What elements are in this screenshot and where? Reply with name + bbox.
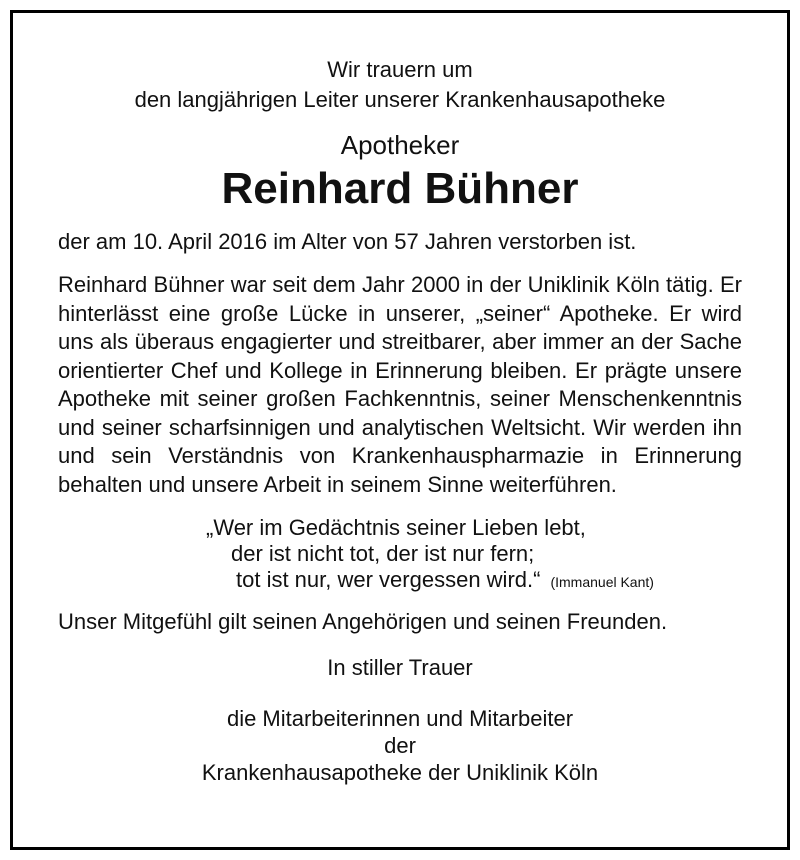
tribute-paragraph: Reinhard Bühner war seit dem Jahr 2000 in der Uniklinik Köln tätig. Er hinterlässt eine große Lücke in unserer, „seiner“ Apotheke. Er wird uns als überaus engagierter und streitbarer, aber immer an der Sache orientierter Chef und Kollege in Erinnerung bleiben. Er prägte unsere Apotheke mit seiner großen Fachkenntnis, seiner Menschenkenntnis und seiner scharfsinnigen und analytischen Weltsicht. Wir werden ihn und sein Verständnis von Krankenhauspharmazie in Erinnerung behalten und unsere Arbeit in seinem Sinne weiterführen. <box>58 272 742 497</box>
deceased-title: Apotheker <box>340 130 460 160</box>
quote-line-1: „Wer im Gedächtnis seiner Lieben lebt, <box>206 515 586 540</box>
obituary-content <box>58 13 742 786</box>
signature <box>58 705 742 786</box>
intro-line-1: Wir trauern um <box>327 57 473 82</box>
mourning-line: In stiller Trauer <box>327 655 473 680</box>
signature-line-2: der <box>384 733 416 758</box>
deceased-name: Reinhard Bühner <box>221 164 579 213</box>
signature-line-3: Krankenhausapotheke der Uniklinik Köln <box>201 760 599 785</box>
intro-line-2: den langjährigen Leiter unserer Krankenhausapotheke <box>134 87 666 112</box>
quote-line-3-wrapper <box>236 567 654 595</box>
intro <box>58 55 742 115</box>
quote-line-3: tot ist nur, wer vergessen wird.“ <box>236 567 541 592</box>
sympathy-line: Unser Mitgefühl gilt seinen Angehörigen und seinen Freunden. <box>58 609 668 634</box>
quote-author: (Immanuel Kant) <box>550 574 654 590</box>
quote-line-2: der ist nicht tot, der ist nur fern; <box>231 541 535 566</box>
obituary-frame <box>10 10 790 850</box>
death-notice-line: der am 10. April 2016 im Alter von 57 Jahren verstorben ist. <box>58 229 637 254</box>
memorial-quote <box>58 515 742 595</box>
signature-line-1: die Mitarbeiterinnen und Mitarbeiter <box>226 706 574 731</box>
